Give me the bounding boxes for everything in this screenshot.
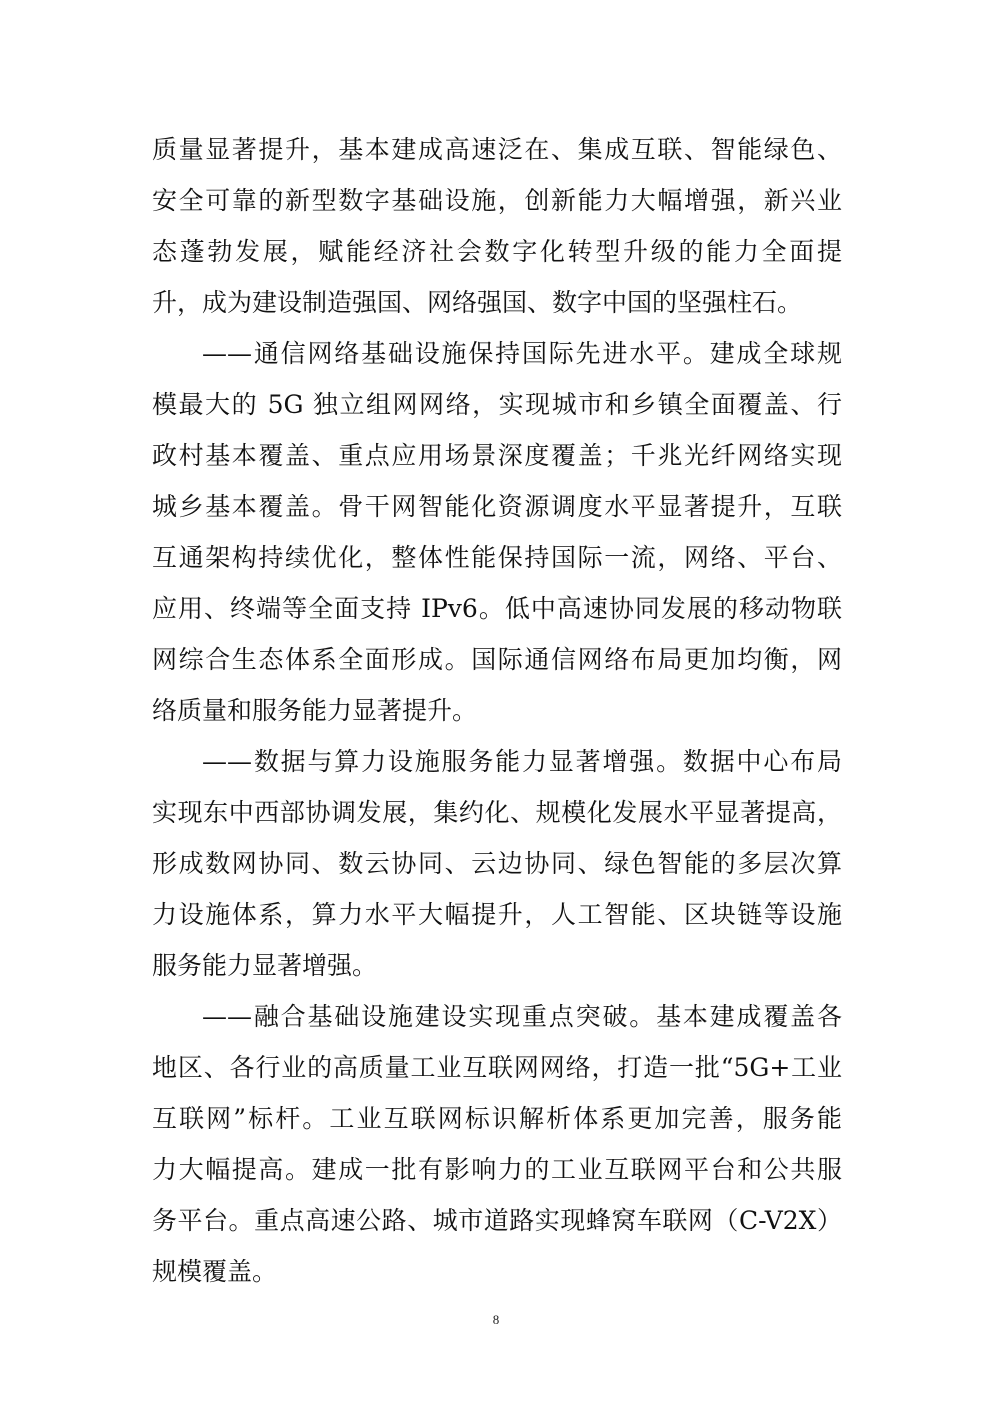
text-line: 互通架构持续优化，整体性能保持国际一流，网络、平台、 bbox=[152, 543, 842, 572]
text-line: 质量显著提升，基本建成高速泛在、集成互联、智能绿色、 bbox=[152, 135, 842, 164]
text-line: 网综合生态体系全面形成。国际通信网络布局更加均衡，网 bbox=[152, 645, 842, 674]
paragraph-fusion-infrastructure bbox=[152, 991, 842, 1297]
text-line: 规模覆盖。 bbox=[152, 1257, 278, 1286]
text-line: ——融合基础设施建设实现重点突破。基本建成覆盖各 bbox=[202, 1002, 842, 1031]
text-line: 地区、各行业的高质量工业互联网网络，打造一批“5G+工业 bbox=[152, 1053, 842, 1082]
text-line: 形成数网协同、数云协同、云边协同、绿色智能的多层次算 bbox=[152, 849, 842, 878]
text-line: 力设施体系，算力水平大幅提升，人工智能、区块链等设施 bbox=[152, 900, 842, 929]
text-line: 力大幅提高。建成一批有影响力的工业互联网平台和公共服 bbox=[152, 1155, 842, 1184]
paragraph-1 bbox=[152, 124, 842, 328]
text-line: 安全可靠的新型数字基础设施，创新能力大幅增强，新兴业 bbox=[152, 186, 842, 215]
text-line: ——数据与算力设施服务能力显著增强。数据中心布局 bbox=[202, 747, 842, 776]
text-line: 实现东中西部协调发展，集约化、规模化发展水平显著提高， bbox=[152, 798, 842, 827]
text-line: 城乡基本覆盖。骨干网智能化资源调度水平显著提升，互联 bbox=[152, 492, 842, 521]
text-line: 络质量和服务能力显著提升。 bbox=[152, 696, 478, 725]
text-line: 互联网”标杆。工业互联网标识解析体系更加完善，服务能 bbox=[152, 1104, 842, 1133]
text-line: 政村基本覆盖、重点应用场景深度覆盖；千兆光纤网络实现 bbox=[152, 441, 842, 470]
text-line: 模最大的 5G 独立组网网络，实现城市和乡镇全面覆盖、行 bbox=[152, 390, 842, 419]
text-line: 态蓬勃发展，赋能经济社会数字化转型升级的能力全面提 bbox=[152, 237, 842, 266]
text-line: 服务能力显著增强。 bbox=[152, 951, 378, 980]
document-body bbox=[152, 124, 842, 1297]
paragraph-communication-network bbox=[152, 328, 842, 736]
page-number: 8 bbox=[492, 1312, 500, 1327]
paragraph-data-computing bbox=[152, 736, 842, 991]
text-line: 应用、终端等全面支持 IPv6。低中高速协同发展的移动物联 bbox=[152, 594, 842, 623]
text-line: 升，成为建设制造强国、网络强国、数字中国的坚强柱石。 bbox=[152, 288, 803, 317]
text-line: 务平台。重点高速公路、城市道路实现蜂窝车联网（C-V2X） bbox=[152, 1206, 842, 1235]
text-line: ——通信网络基础设施保持国际先进水平。建成全球规 bbox=[202, 339, 842, 368]
